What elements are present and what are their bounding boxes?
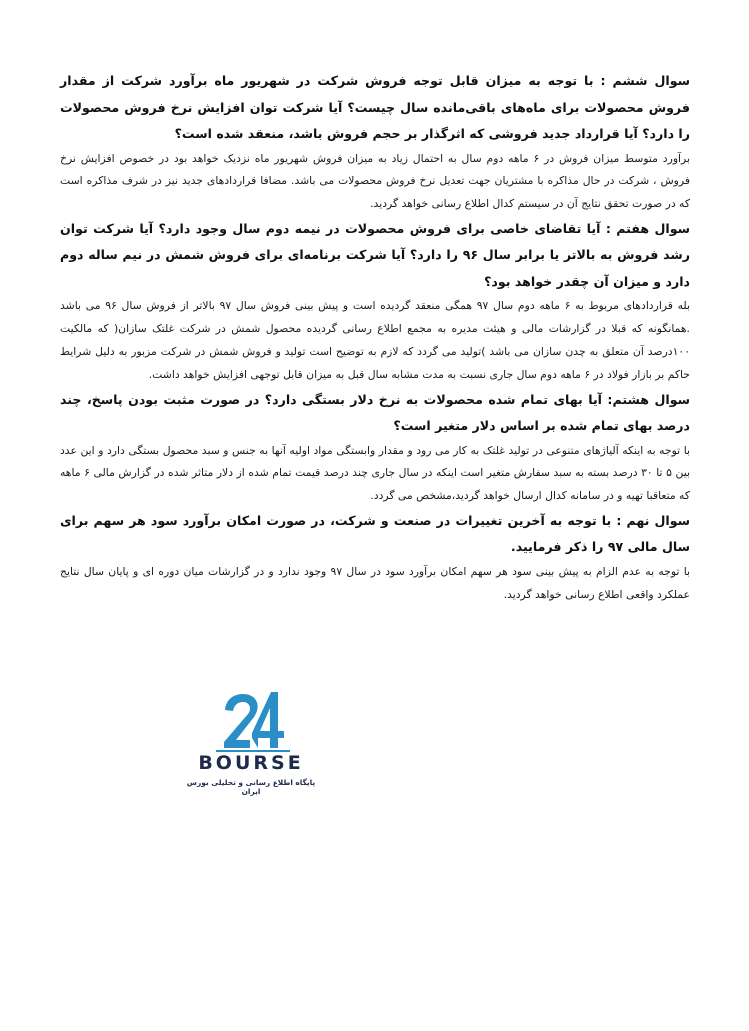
qa-section-6 (60, 68, 690, 216)
answer-9: با توجه به عدم الزام به پیش بینی سود هر سهم امکان برآورد سود در سال ۹۷ وجود ندارد و در گزارشات میان دوره ای و پایان سال نتایج عملکرد واقعی اطلاع رسانی خواهد گردید. (60, 564, 691, 601)
question-8: سوال هشتم: آیا بهای تمام شده محصولات به نرخ دلار بستگی دارد؟ در صورت مثبت بودن پاسخ، چند درصد بهای تمام شده بر اساس دلار متغیر است؟ (60, 391, 690, 434)
question-9: سوال نهم : با توجه به آخرین تغییرات در صنعت و شرکت، در صورت امکان برآورد سود هر سهم برای سال مالی ۹۷ را ذکر فرمایید. (60, 512, 690, 555)
qa-section-9 (60, 508, 690, 607)
answer-8: با توجه به اینکه آلیاژهای متنوعی در تولید غلتک به کار می رود و مقدار وابستگی مواد اولیه آنها به جنس و سبد محصول بستگی دارد و این عدد بین ۵ تا ۳۰ درصد بسته به سبد سفارش متغیر است اینکه در سال جاری چند درصد قیمت تمام شده از دلار متاثر شده در گزارش مالی ۶ ماهه که متعاقبا تهیه و در سامانه کدال ارسال خواهد گردید،مشخص می گردد. (60, 443, 690, 503)
logo-mark-shape (224, 694, 258, 748)
logo-tagline: پایگاه اطلاع رسانی و تحلیلی بورس ایران (186, 778, 316, 796)
bourse24-logo-mark-icon (186, 688, 316, 752)
bourse24-logo (186, 688, 316, 798)
qa-section-7 (60, 216, 690, 387)
logo-wordmark: BOURSE (198, 752, 304, 774)
logo-mark-shape-4 (252, 692, 284, 748)
answer-7: بله قراردادهای مربوط به ۶ ماهه دوم سال ۹۷ همگی منعقد گردیده است و پیش بینی فروش سال ۹۷ بالاتر از فروش سال ۹۶ می باشد .همانگونه که قبلا در گزارشات مالی و هیئت مدیره به مجمع اطلاع رسانی گردیده محصول شمش در شرکت غلتک سازان( که مالکیت ۱۰۰درصد آن متعلق به چدن سازان می باشد )تولید می گردد که لازم به توضیح است تولید و فروش شمش در شرکت مزبور به دلیل شرایط حاکم بر بازار فولاد در ۶ ماهه دوم سال جاری نسبت به مدت مشابه سال قبل به میزان قابل توجهی افزایش خواهد داشت. (60, 299, 691, 381)
document-body (60, 68, 690, 607)
answer-6: برآورد متوسط میزان فروش در ۶ ماهه دوم سال به احتمال زیاد به میزان فروش شهریور ماه نزدیک خواهد بود در خصوص افزایش نرخ فروش ، شرکت در حال مذاکره با مشتریان جهت تعدیل نرخ فروش محصولات می باشد. مضافا قراردادهای جدید نیز در شرف مذاکره است که در صورت تحقق نتایج آن در سیستم کدال اطلاع رسانی خواهد گردید. (60, 151, 690, 211)
question-6: سوال ششم : با توجه به میزان قابل توجه فروش شرکت در شهریور ماه برآورد شرکت از مقدار فروش محصولات برای ماه‌های باقی‌مانده سال چیست؟ آیا شرکت توان افزایش نرخ فروش محصولات را دارد؟ آیا قرارداد جدید فروشی که اثرگذار بر حجم فروش باشد، منعقد شده است؟ (60, 73, 690, 141)
question-7: سوال هفتم : آیا تقاضای خاصی برای فروش محصولات در نیمه دوم سال وجود دارد؟ آیا شرکت توان رشد فروش به بالاتر یا برابر سال ۹۶ را دارد؟ آیا شرکت برنامه‌ای برای فروش شمش در نیم ساله دوم دارد و میزان آن چقدر خواهد بود؟ (60, 220, 691, 289)
qa-section-8 (60, 387, 690, 508)
